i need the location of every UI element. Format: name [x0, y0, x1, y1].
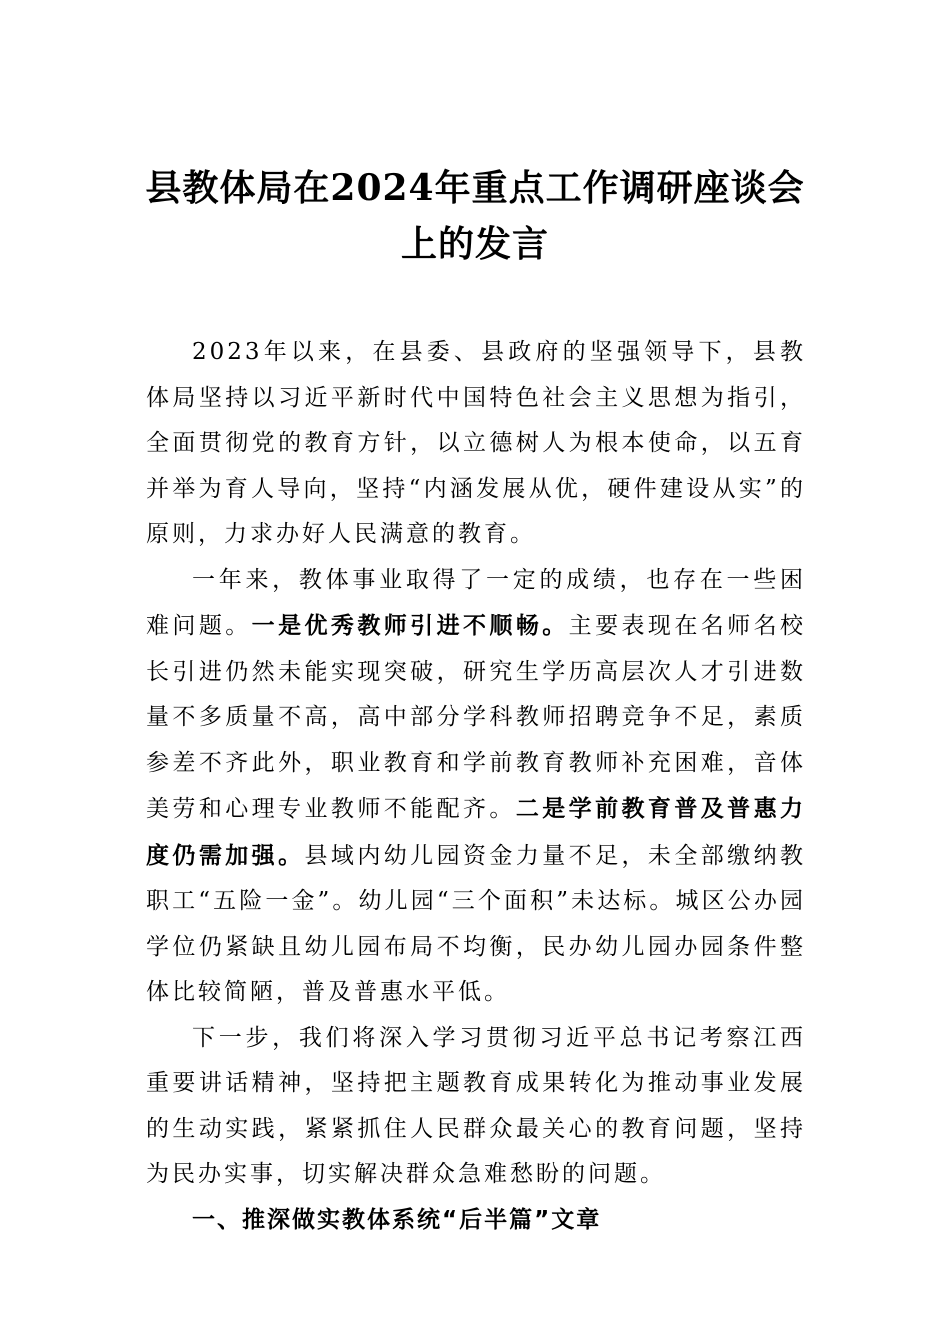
paragraph-problems: [146, 558, 806, 1016]
section-heading: 一、推深做实教体系统“后半篇”文章: [192, 1206, 602, 1233]
problems-intro-text: 一年来，教体事业取得了一定的成绩，也存在一些困难问题。: [146, 566, 806, 639]
paragraph-intro: 2023年以来，在县委、县政府的坚强领导下，县教体局坚持以习近平新时代中国特色社会主义思想为指引，全面贯彻党的教育方针，以立德树人为根本使命，以五育并举为育人导向，坚持“内涵发展从优，硬件建设从实”的原则，力求办好人民满意的教育。: [146, 339, 806, 547]
document-body: [146, 330, 806, 1243]
problem-one-text: 主要表现在名师名校长引进仍然未能实现突破，研究生学历高层次人才引进数量不多质量不高，高中部分学科教师招聘竞争不足，素质参差不齐此外，职业教育和学前教育教师补充困难，音体美劳和心理专业教师不能配齐。: [146, 613, 807, 822]
problem-one-heading: 一是优秀教师引进不顺畅。: [251, 612, 569, 639]
problem-two-text: 县域内幼儿园资金力量不足，未全部缴纳教职工“五险一金”。幼儿园“三个面积”未达标。城区公办园学位仍紧缺且幼儿园布局不均衡，民办幼儿园办园条件整体比较简陋，普及普惠水平低。: [146, 842, 807, 1005]
document-title: 县教体局在2024年重点工作调研座谈会上的发言: [145, 167, 805, 265]
problem-two-heading: 二是学前教育普及普惠力度仍需加强。: [146, 795, 807, 869]
paragraph-next-steps: 下一步，我们将深入学习贯彻习近平总书记考察江西重要讲话精神，坚持把主题教育成果转化为推动事业发展的生动实践，紧紧抓住人民群众最关心的教育问题，坚持为民办实事，切实解决群众急难愁盼的问题。: [146, 1024, 806, 1187]
